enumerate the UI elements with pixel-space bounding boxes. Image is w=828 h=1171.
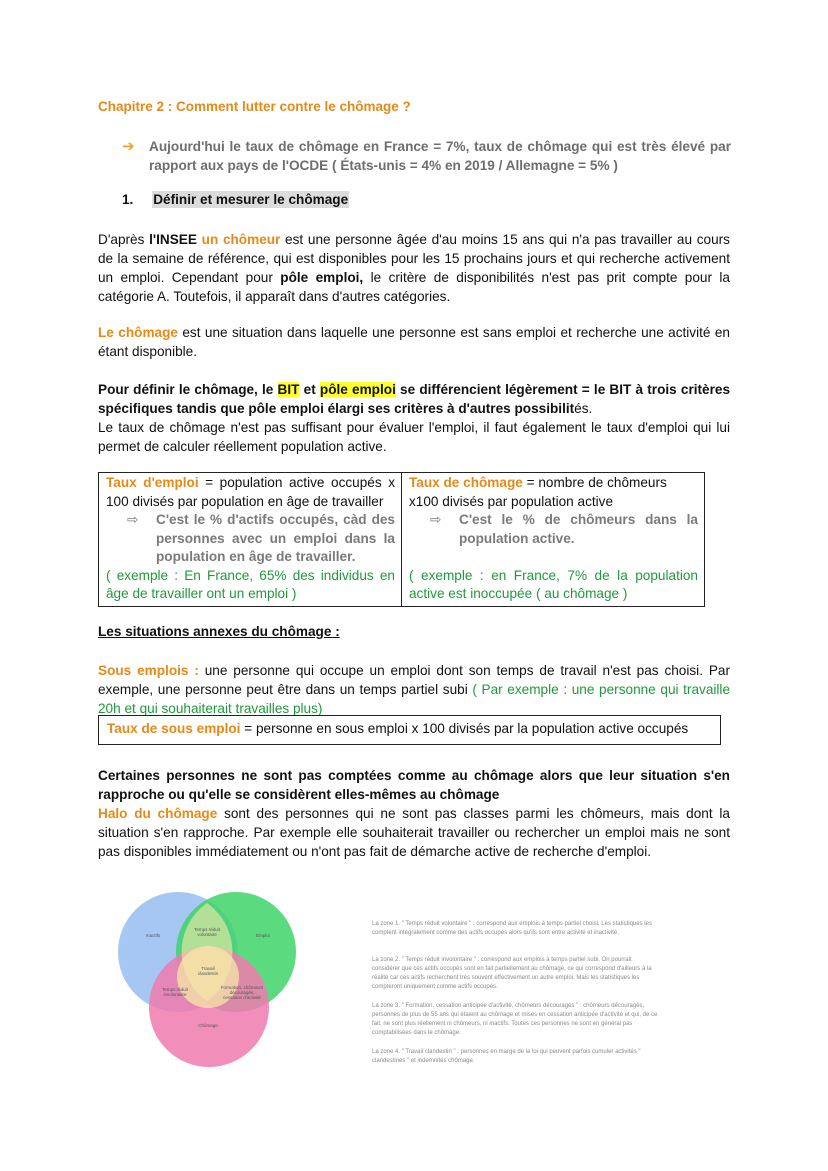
taux-sous-emploi-term: Taux de sous emploi	[107, 721, 241, 736]
arrow-right-icon: ⇨	[430, 512, 442, 527]
venn-label-chomage: Chômage	[198, 1023, 218, 1028]
venn-label-emploi: Emploi	[256, 933, 270, 938]
venn-label-z1: Temps réduit volontaire	[194, 927, 220, 937]
chomeur-term: un chômeur	[196, 232, 281, 247]
text-run: és.	[574, 401, 593, 416]
taux-chomage-cell	[402, 473, 705, 607]
annexes-heading: Les situations annexes du chômage :	[98, 624, 340, 639]
text-run: se différencient légèrement = le BIT à trois critères spécifiques tandis que pôle emploi élargi ses critères à d'autres possibilit	[98, 382, 731, 416]
text-run: Pour définir le chômage, le	[98, 382, 278, 397]
text-run: une personne qui occupe un emploi dont son temps de travail n'est pas choisi. Par exemple, une personne peut être dans un temps partiel subi	[98, 663, 730, 697]
halo-term: Halo du chômage	[98, 806, 218, 821]
paragraph-halo	[98, 766, 730, 861]
intro-block	[122, 137, 732, 173]
bit-term: BIT	[277, 382, 300, 397]
text-run: le critère de disponibilités n'est pas prit compte pour la catégorie A. Toutefois, il apparaît dans d'autres catégories.	[98, 270, 730, 304]
taux-sous-emploi-box	[98, 715, 721, 745]
venn-label-z3: Formation, chômeurs découragés, cessation d'activité	[220, 985, 264, 1000]
section-title: Définir et mesurer le chômage	[153, 192, 349, 207]
text-run: sont des personnes qui ne sont pas classes parmi les chômeurs, mais dont la situation s'en rapproche. Par exemple elle souhaiterait travailler ou rechercher un emploi mais ne sont pas disponibles immédiatement ou n'ont pas fait de démarche active de recherche d'emploi.	[98, 806, 730, 859]
venn-label-inactifs: Inactifs	[145, 933, 161, 938]
venn-label-z4: Travail clandestin	[197, 966, 219, 976]
paragraph-chomeur-definition	[98, 230, 730, 306]
zone-4-text: La zone 4. " Travail clandestin " : personnes en marge de la loi qui peuvent parfois cumuler activités " clandestines " et indemnités chômage.	[372, 1049, 641, 1064]
paragraph-bit-pole-emploi	[98, 380, 730, 456]
sous-emploi-example: ( Par exemple : une personne qui travaille 20h et qui souhaiterait travailles plus)	[98, 682, 730, 716]
taux-emploi-example: ( exemple : En France, 65% des individus en âge de travailler ont un emploi )	[106, 567, 395, 601]
taux-chomage-formula: = nombre de chômeurs x100 divisés par population active	[409, 475, 667, 509]
section-heading	[122, 192, 349, 207]
taux-chomage-explanation: C'est le % de chômeurs dans la population active.	[459, 512, 698, 546]
arrow-right-icon: ⇨	[127, 512, 139, 527]
text-run: Le taux de chômage n'est pas suffisant pour évaluer l'emploi, il faut également le taux d'emploi qui lui permet de calculer réellement population active.	[98, 420, 730, 454]
taux-emploi-formula: = population active occupés x 100 divisés par population en âge de travailler	[106, 475, 395, 509]
pole-emploi-term: pôle emploi,	[280, 270, 364, 285]
insee-term: l'INSEE	[149, 232, 197, 247]
taux-sous-emploi-formula: = personne en sous emploi x 100 divisés par la population active occupés	[240, 721, 689, 736]
zone-3-text: La zone 3. " Formation, cessation anticipée d'activité, chômeurs découragés " : chômeurs découragés, personnes de plus de 55 ans qui étaient au chômage et mises en cessation anticipée d'activité et qui, de ce fait, ne sont plus réellement ni chômeurs, ni inactifs. Toutes ces personnes ne sont en général pas comptabilisées dans le chômage.	[372, 1003, 658, 1036]
halo-intro: Certaines personnes ne sont pas comptées comme au chômage alors que leur situation s'en rapproche ou qu'elle se considèrent elles-mêmes au chômage	[98, 768, 730, 802]
taux-chomage-term: Taux de chômage	[409, 475, 523, 490]
sous-emploi-term: Sous emplois :	[98, 663, 199, 678]
paragraph-chomage-definition	[98, 323, 730, 361]
zone-2-text: La zone 2. " Temps réduit involontaire " : correspond aux emplois à temps partiel subi. On pourrait considérer que ces actifs occupés sont en fait partiellement au chômage, ce qui correspond d'ailleurs à la réalité car ces actifs recherchent très souvent effectivement un autre emploi. Mais les statistiques les compteront uniquement comme actifs occupés.	[372, 957, 652, 990]
paragraph-sous-emploi	[98, 661, 730, 718]
taux-chomage-example: ( exemple : en France, 7% de la population active est inoccupée ( au chômage )	[409, 567, 698, 601]
taux-emploi-cell	[99, 473, 402, 607]
intro-text: Aujourd'hui le taux de chômage en France = 7%, taux de chômage qui est très élevé par rapport aux pays de l'OCDE ( États-unis = 4% en 2019 / Allemagne = 5% )	[149, 139, 731, 173]
venn-label-z2: Temps réduit involontaire	[162, 987, 188, 997]
arrow-right-icon: ➔	[122, 138, 135, 155]
definitions-table	[98, 472, 705, 607]
taux-emploi-explanation: C'est le % d'actifs occupés, càd des personnes avec un emploi dans la population en âge de travailler.	[156, 512, 395, 564]
venn-diagram	[115, 885, 305, 1070]
taux-emploi-term: Taux d'emploi	[106, 475, 199, 490]
text-run: et	[299, 382, 320, 397]
section-number: 1.	[122, 192, 134, 207]
zone-1-text: La zone 1. " Temps réduit volontaire " : correspond aux emplois à temps partiel choisi. Les statistiques les comptent intégralement comme des actifs occupés alors qu'ils sont entre activité et inactivité.	[372, 921, 652, 936]
pole-emploi-highlight: pôle emploi	[319, 382, 396, 397]
text-run: est une situation dans laquelle une personne est sans emploi et recherche une activité en étant disponible.	[98, 325, 730, 359]
text-run: est une personne âgée d'au moins 15 ans qui n'a pas travailler au cours de la semaine de référence, qui est disponibles pour les 15 prochains jours et qui recherche activement un emploi. Cependant pour	[98, 232, 730, 285]
text-run: D'après	[98, 232, 150, 247]
chomage-term: Le chômage	[98, 325, 178, 340]
chapter-title: Chapitre 2 : Comment lutter contre le chômage ?	[98, 99, 411, 114]
